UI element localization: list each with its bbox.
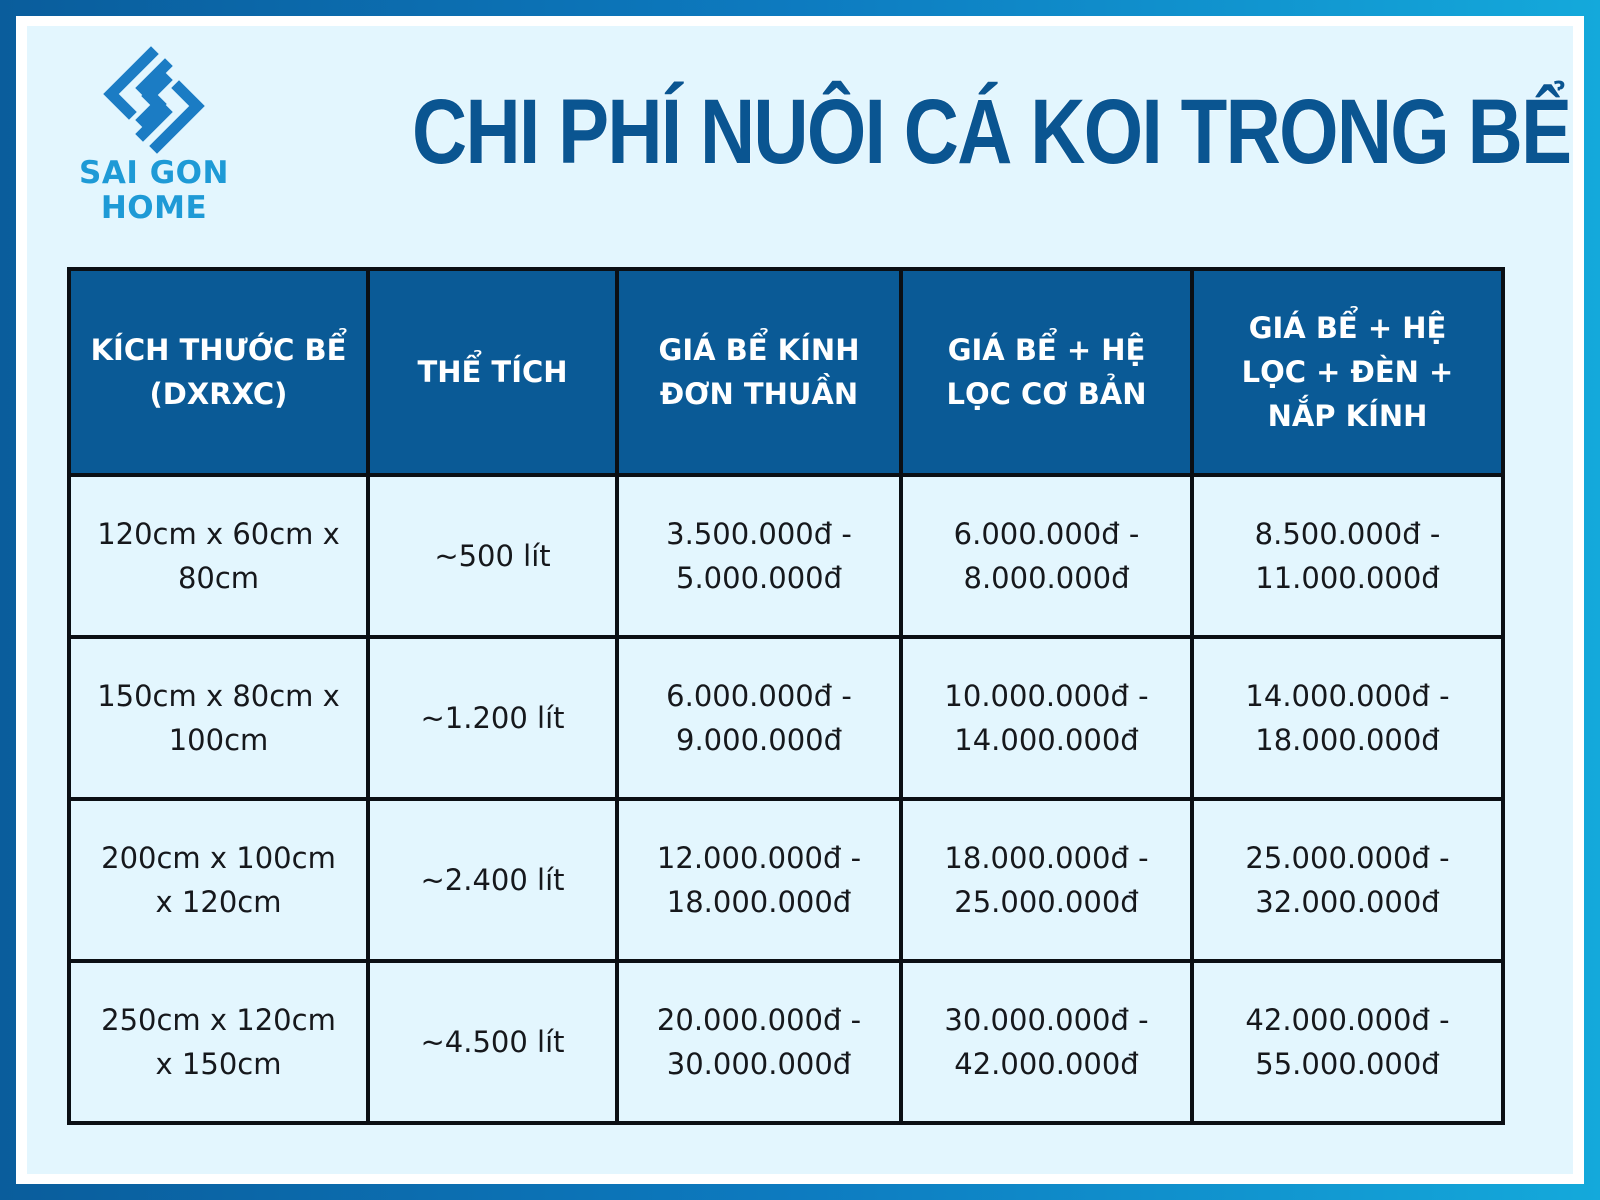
table-row xyxy=(69,961,1503,1123)
header-volume: THỂ TÍCH xyxy=(368,269,617,475)
header-glass-tank-price: GIÁ BỂ KÍNH ĐƠN THUẦN xyxy=(617,269,901,475)
koi-tank-price-table xyxy=(67,267,1505,1125)
cell-volume: ~4.500 lít xyxy=(368,961,617,1123)
cell-glass-only-price: 12.000.000đ - 18.000.000đ xyxy=(617,799,901,961)
cell-glass-only-price: 20.000.000đ - 30.000.000đ xyxy=(617,961,901,1123)
brand-logo xyxy=(74,46,234,236)
cell-full-set-price: 25.000.000đ - 32.000.000đ xyxy=(1192,799,1503,961)
cell-size: 120cm x 60cm x 80cm xyxy=(69,475,368,637)
cell-with-filter-price: 6.000.000đ - 8.000.000đ xyxy=(901,475,1192,637)
brand-name-line1: SAI GON xyxy=(79,155,229,191)
cell-full-set-price: 42.000.000đ - 55.000.000đ xyxy=(1192,961,1503,1123)
brand-name-line2: HOME xyxy=(100,190,208,226)
header-tank-size: KÍCH THƯỚC BỂ (DXRXC) xyxy=(69,269,368,475)
cell-size: 200cm x 100cm x 120cm xyxy=(69,799,368,961)
table-row xyxy=(69,799,1503,961)
cell-with-filter-price: 30.000.000đ - 42.000.000đ xyxy=(901,961,1192,1123)
cell-glass-only-price: 3.500.000đ - 5.000.000đ xyxy=(617,475,901,637)
cell-full-set-price: 14.000.000đ - 18.000.000đ xyxy=(1192,637,1503,799)
header-tank-basic-filter-price: GIÁ BỂ + HỆ LỌC CƠ BẢN xyxy=(901,269,1192,475)
cell-size: 150cm x 80cm x 100cm xyxy=(69,637,368,799)
cell-full-set-price: 8.500.000đ - 11.000.000đ xyxy=(1192,475,1503,637)
table-header-row xyxy=(69,269,1503,475)
cell-volume: ~1.200 lít xyxy=(368,637,617,799)
saigon-home-diamond-logo-icon xyxy=(99,46,209,156)
cell-volume: ~500 lít xyxy=(368,475,617,637)
cell-glass-only-price: 6.000.000đ - 9.000.000đ xyxy=(617,637,901,799)
page-title: CHI PHÍ NUÔI CÁ KOI TRONG BỂ xyxy=(412,81,1571,183)
table-row xyxy=(69,475,1503,637)
table-row xyxy=(69,637,1503,799)
cell-with-filter-price: 10.000.000đ - 14.000.000đ xyxy=(901,637,1192,799)
header-full-set-price: GIÁ BỂ + HỆ LỌC + ĐÈN + NẮP KÍNH xyxy=(1192,269,1503,475)
cell-size: 250cm x 120cm x 150cm xyxy=(69,961,368,1123)
cell-with-filter-price: 18.000.000đ - 25.000.000đ xyxy=(901,799,1192,961)
cell-volume: ~2.400 lít xyxy=(368,799,617,961)
